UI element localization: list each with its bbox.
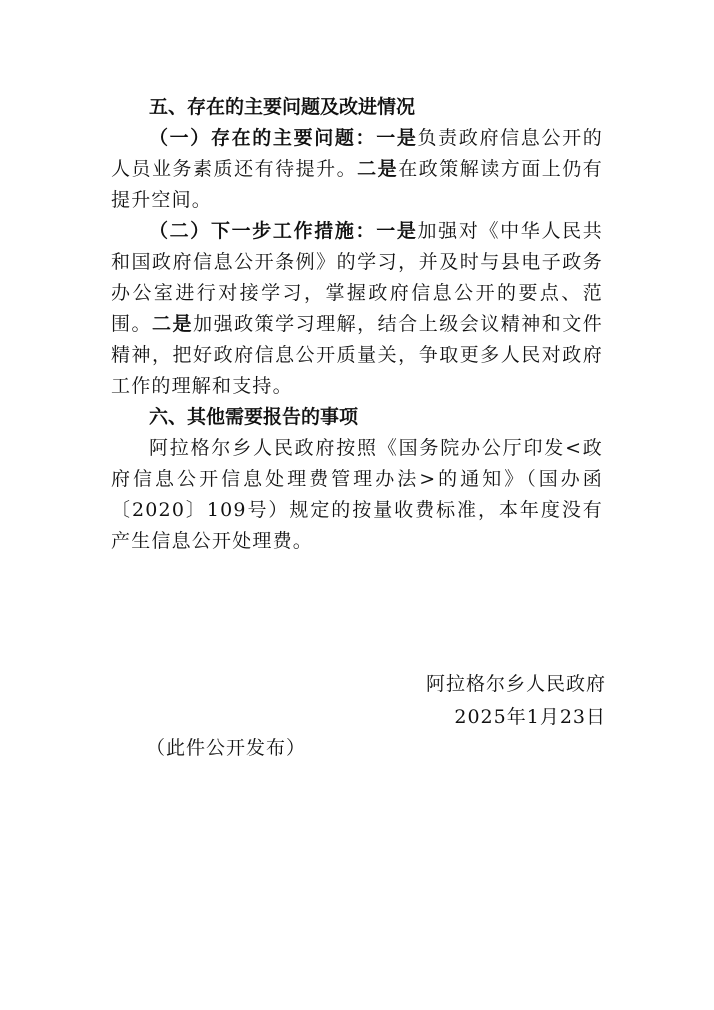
other-matters-paragraph: 阿拉格尔乡人民政府按照《国务院办公厅印发<政府信息公开信息处理费管理办法>的通知》（国办函〔2020〕109号）规定的按量收费标准，本年度没有产生信息公开处理费。 <box>111 437 603 552</box>
point-two-marker: 二是 <box>357 158 399 180</box>
document-body <box>111 92 603 557</box>
publication-note: （此件公开发布） <box>146 737 307 759</box>
signature-organization: 阿拉格尔乡人民政府 <box>425 673 606 695</box>
next-steps-paragraph <box>111 216 603 402</box>
step-one-marker: 一是 <box>376 220 418 242</box>
point-one-text: 负责政府信息公开的人员业务素质还有待提升。 <box>111 127 603 180</box>
existing-problems-paragraph <box>111 123 603 216</box>
section-six-heading: 六、其他需要报告的事项 <box>149 406 359 428</box>
step-one-text: 加强对《中华人民共和国政府信息公开条例》的学习，并及时与县电子政务办公室进行对接学习，掌握政府信息公开的要点、范围。 <box>111 220 603 335</box>
point-two-text: 在政策解读方面上仍有提升空间。 <box>111 158 603 211</box>
existing-problems-label: （一）存在的主要问题： <box>149 127 377 149</box>
section-five-heading: 五、存在的主要问题及改进情况 <box>149 96 416 118</box>
step-two-text: 加强政策学习理解，结合上级会议精神和文件精神，把好政府信息公开质量关，争取更多人民对政府工作的理解和支持。 <box>111 313 603 397</box>
signature-date: 2025年1月23日 <box>454 706 606 728</box>
step-two-marker: 二是 <box>152 313 194 335</box>
point-one-marker: 一是 <box>376 127 418 149</box>
next-steps-label: （二）下一步工作措施： <box>149 220 377 242</box>
